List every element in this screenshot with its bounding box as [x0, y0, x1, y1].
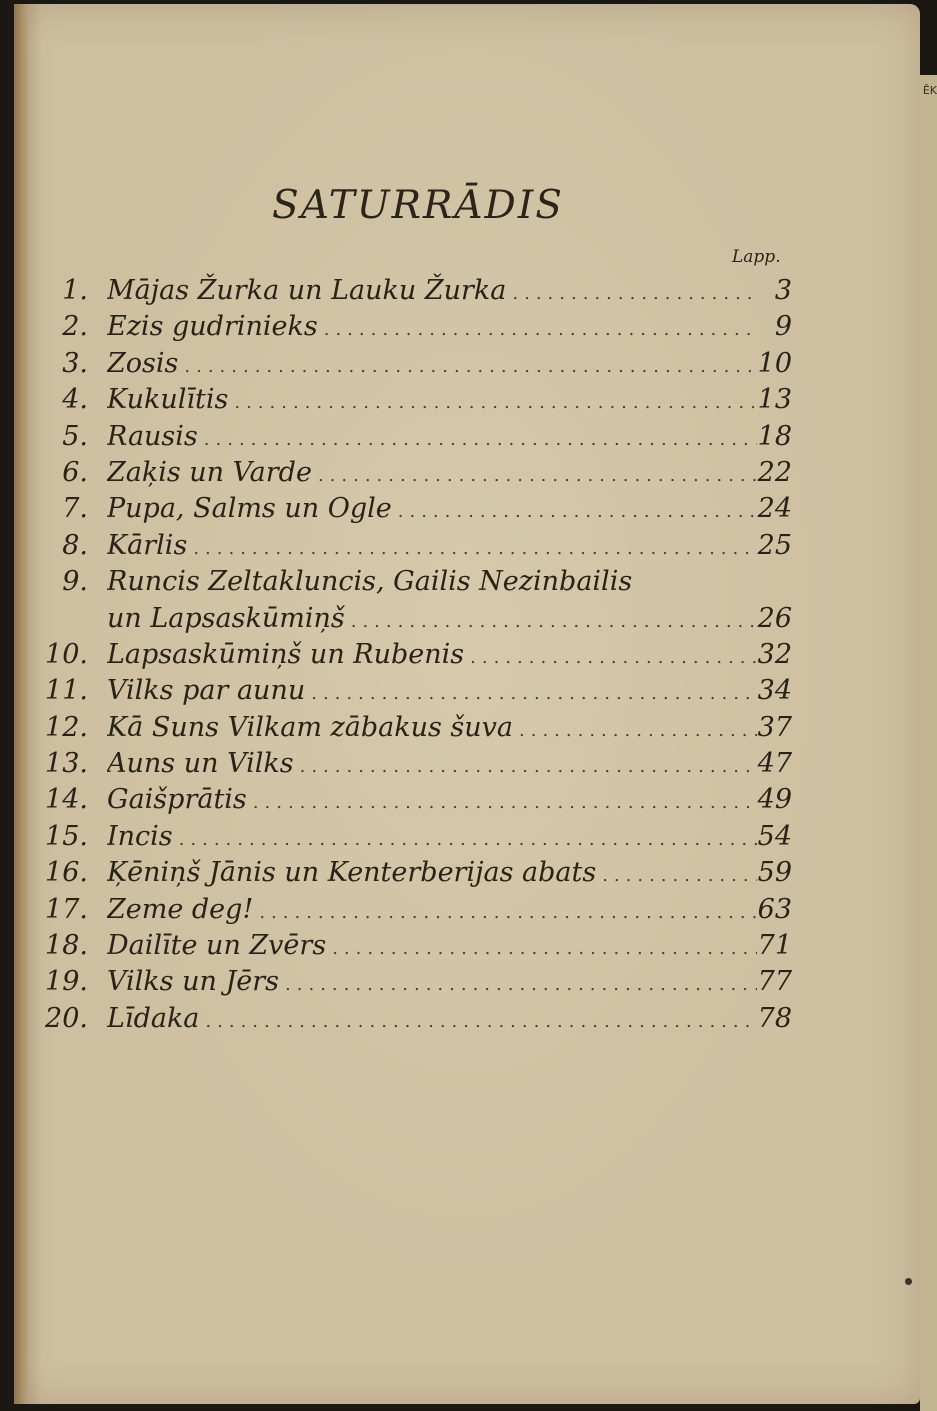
toc-entry	[40, 710, 800, 746]
dot-leader	[332, 931, 757, 967]
toc-entry	[40, 673, 800, 709]
entry-number: 3.	[62, 347, 88, 379]
entry-page-number: 77	[757, 966, 792, 998]
entry-title: un Lapsaskūmiņš	[107, 602, 345, 634]
entry-title-row	[107, 637, 757, 676]
toc-entry	[40, 491, 800, 527]
entry-title-row	[107, 346, 757, 385]
toc-entry	[40, 1001, 800, 1037]
dot-leader	[179, 822, 757, 858]
entry-number: 2.	[62, 311, 88, 343]
entry-number: 16.	[45, 857, 88, 889]
dot-leader	[398, 494, 757, 530]
table-of-contents	[40, 273, 800, 1037]
entry-title-row	[107, 273, 757, 312]
entry-title-row	[107, 892, 757, 931]
dot-leader	[324, 312, 757, 348]
entry-number: 18.	[45, 930, 88, 962]
entry-number: 17.	[45, 893, 88, 925]
dot-leader	[253, 785, 757, 821]
entry-title: Incis	[107, 820, 173, 852]
toc-entry	[40, 637, 800, 673]
entry-page-number: 63	[757, 893, 792, 925]
entry-title-row	[107, 855, 757, 894]
dot-leader	[311, 676, 757, 712]
entry-page-number: 32	[757, 638, 792, 670]
entry-title-row	[107, 382, 757, 421]
entry-page-number: 3	[774, 275, 792, 306]
entry-title: Rausis	[107, 420, 198, 452]
entry-title: Dailīte un Zvērs	[107, 930, 327, 962]
entry-title-row	[107, 564, 757, 600]
entry-number: 14.	[45, 784, 88, 816]
entry-title-row	[107, 673, 757, 712]
toc-entry	[40, 382, 800, 418]
entry-title: Kukulītis	[107, 384, 229, 416]
entry-page-number: 71	[757, 930, 792, 962]
page-column-header: Lapp.	[732, 247, 781, 267]
dot-leader	[300, 749, 757, 785]
entry-page-number: 34	[757, 675, 792, 707]
entry-title-row	[107, 491, 757, 530]
dot-leader	[512, 276, 757, 312]
adjacent-page-text: ĒK	[922, 84, 937, 97]
entry-title: Zeme deg!	[107, 893, 254, 925]
entry-number: 4.	[62, 384, 88, 416]
entry-title: Vilks par aunu	[107, 675, 306, 707]
entry-title-row	[107, 528, 757, 567]
entry-page-number: 78	[757, 1002, 792, 1034]
entry-number: 5.	[62, 420, 88, 452]
dot-leader	[285, 967, 757, 1003]
entry-number: 6.	[62, 456, 88, 488]
dot-leader	[204, 422, 757, 458]
entry-title: Zosis	[107, 347, 179, 379]
entry-title: Zaķis un Varde	[107, 456, 312, 488]
entry-page-number: 54	[757, 820, 792, 852]
entry-title-row	[107, 710, 757, 749]
toc-entry	[40, 782, 800, 818]
entry-number: 7.	[62, 493, 88, 525]
entry-title: Ezis gudrinieks	[107, 311, 318, 343]
entry-title-row	[107, 1001, 757, 1040]
dot-leader	[318, 458, 757, 494]
dot-leader	[470, 640, 757, 676]
entry-title-row	[107, 309, 757, 348]
entry-page-number: 22	[757, 456, 792, 488]
entry-page-number: 25	[757, 529, 792, 561]
toc-entry	[40, 564, 800, 600]
entry-title-row	[107, 419, 757, 458]
entry-title-row	[107, 601, 757, 640]
toc-entry	[40, 892, 800, 928]
entry-title-row	[107, 746, 757, 785]
entry-page-number: 24	[757, 493, 792, 525]
entry-page-number: 26	[757, 602, 792, 634]
entry-title: Auns un Vilks	[107, 748, 294, 780]
dot-leader	[184, 349, 757, 385]
entry-title: Kārlis	[107, 529, 188, 561]
entry-title: Gaišprātis	[107, 784, 247, 816]
toc-entry	[40, 855, 800, 891]
toc-entry	[40, 419, 800, 455]
entry-page-number: 47	[757, 748, 792, 780]
entry-number: 11.	[45, 675, 88, 707]
dot-leader	[519, 713, 757, 749]
dot-leader	[205, 1004, 757, 1040]
toc-entry	[40, 455, 800, 491]
toc-entry	[40, 346, 800, 382]
entry-number: 15.	[45, 820, 88, 852]
page-title: SATURRĀDIS	[272, 183, 564, 228]
entry-title: Kā Suns Vilkam zābakus šuva	[107, 711, 513, 743]
entry-title-row	[107, 455, 757, 494]
entry-number: 10.	[45, 638, 88, 670]
toc-entry	[40, 819, 800, 855]
entry-title: Pupa, Salms un Ogle	[107, 493, 392, 525]
entry-title: Mājas Žurka un Lauku Žurka	[107, 275, 507, 306]
dot-leader	[351, 604, 757, 640]
entry-number: 1.	[62, 275, 88, 306]
entry-title-row	[107, 928, 757, 967]
entry-number: 8.	[62, 529, 88, 561]
dot-leader	[193, 531, 757, 567]
toc-entry	[40, 309, 800, 345]
entry-title: Vilks un Jērs	[107, 966, 280, 998]
entry-page-number: 9	[774, 311, 792, 343]
dot-leader	[234, 385, 757, 421]
entry-title-row	[107, 819, 757, 858]
entry-number: 12.	[45, 711, 88, 743]
entry-title: Līdaka	[107, 1002, 200, 1034]
entry-page-number: 13	[757, 384, 792, 416]
entry-title: Runcis Zeltakluncis, Gailis Nezinbailis	[107, 566, 633, 598]
entry-page-number: 59	[757, 857, 792, 889]
entry-number: 19.	[45, 966, 88, 998]
toc-entry	[40, 928, 800, 964]
entry-title: Lapsaskūmiņš un Rubenis	[107, 638, 465, 670]
toc-entry	[40, 601, 800, 637]
entry-number: 20.	[45, 1002, 88, 1034]
entry-title-row	[107, 782, 757, 821]
dot-leader	[259, 895, 757, 931]
entry-number: 13.	[45, 748, 88, 780]
toc-entry	[40, 964, 800, 1000]
entry-number: 9.	[62, 566, 88, 598]
toc-entry	[40, 528, 800, 564]
entry-page-number: 18	[757, 420, 792, 452]
entry-page-number: 49	[757, 784, 792, 816]
adjacent-page-edge	[920, 75, 937, 1411]
dot-leader	[602, 858, 757, 894]
toc-entry	[40, 273, 800, 309]
paper-speck	[905, 1278, 912, 1285]
entry-page-number: 10	[757, 347, 792, 379]
entry-title: Ķēniņš Jānis un Kenterberijas abats	[107, 857, 597, 889]
entry-page-number: 37	[757, 711, 792, 743]
toc-entry	[40, 746, 800, 782]
entry-title-row	[107, 964, 757, 1003]
